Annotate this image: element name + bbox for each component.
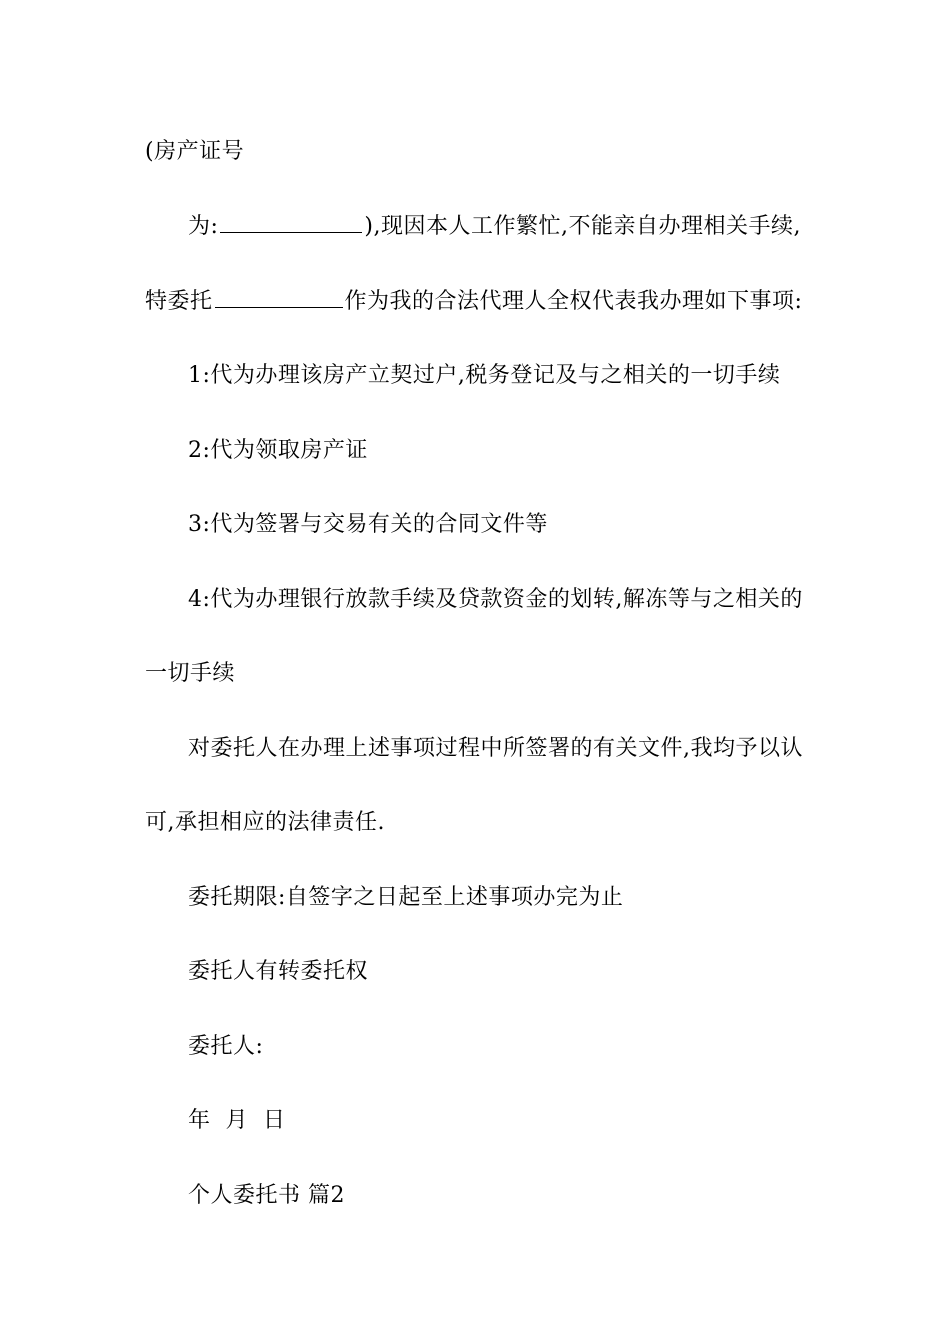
- text-item-1: 1:代为办理该房产立契过户,税务登记及与之相关的一切手续: [188, 363, 781, 388]
- text-date: 年 月 日: [188, 1108, 286, 1133]
- text-property-cert: (房产证号: [145, 139, 245, 164]
- text-sub-entrust: 委托人有转委托权: [188, 959, 369, 984]
- text-line-cert-number: [188, 212, 801, 242]
- text-approval-cont: 可,承担相应的法律责任.: [145, 810, 385, 835]
- text-item-2: 2:代为领取房产证: [188, 438, 368, 463]
- text-approval: 对委托人在办理上述事项过程中所签署的有关文件,我均予以认: [188, 736, 803, 761]
- text-principal: 委托人:: [188, 1034, 264, 1059]
- text-term: 委托期限:自签字之日起至上述事项办完为止: [188, 885, 624, 910]
- text-line-entrust: [145, 287, 802, 317]
- text-entrust-prefix: 特委托: [145, 289, 213, 314]
- text-item-4: 4:代为办理银行放款手续及贷款资金的划转,解冻等与之相关的: [188, 587, 803, 612]
- text-line-property-cert: [145, 137, 244, 167]
- text-item-3: 3:代为签署与交易有关的合同文件等: [188, 512, 548, 537]
- text-cert-number-prefix: 为:: [188, 214, 219, 239]
- text-cert-number-suffix: ),现因本人工作繁忙,不能亲自办理相关手续,: [364, 214, 801, 239]
- section-title: 个人委托书 篇2: [188, 1183, 345, 1208]
- cert-number-blank: [220, 212, 362, 233]
- text-item-4-cont: 一切手续: [145, 661, 236, 686]
- text-entrust-suffix: 作为我的合法代理人全权代表我办理如下事项:: [344, 289, 803, 314]
- agent-name-blank: [215, 287, 343, 308]
